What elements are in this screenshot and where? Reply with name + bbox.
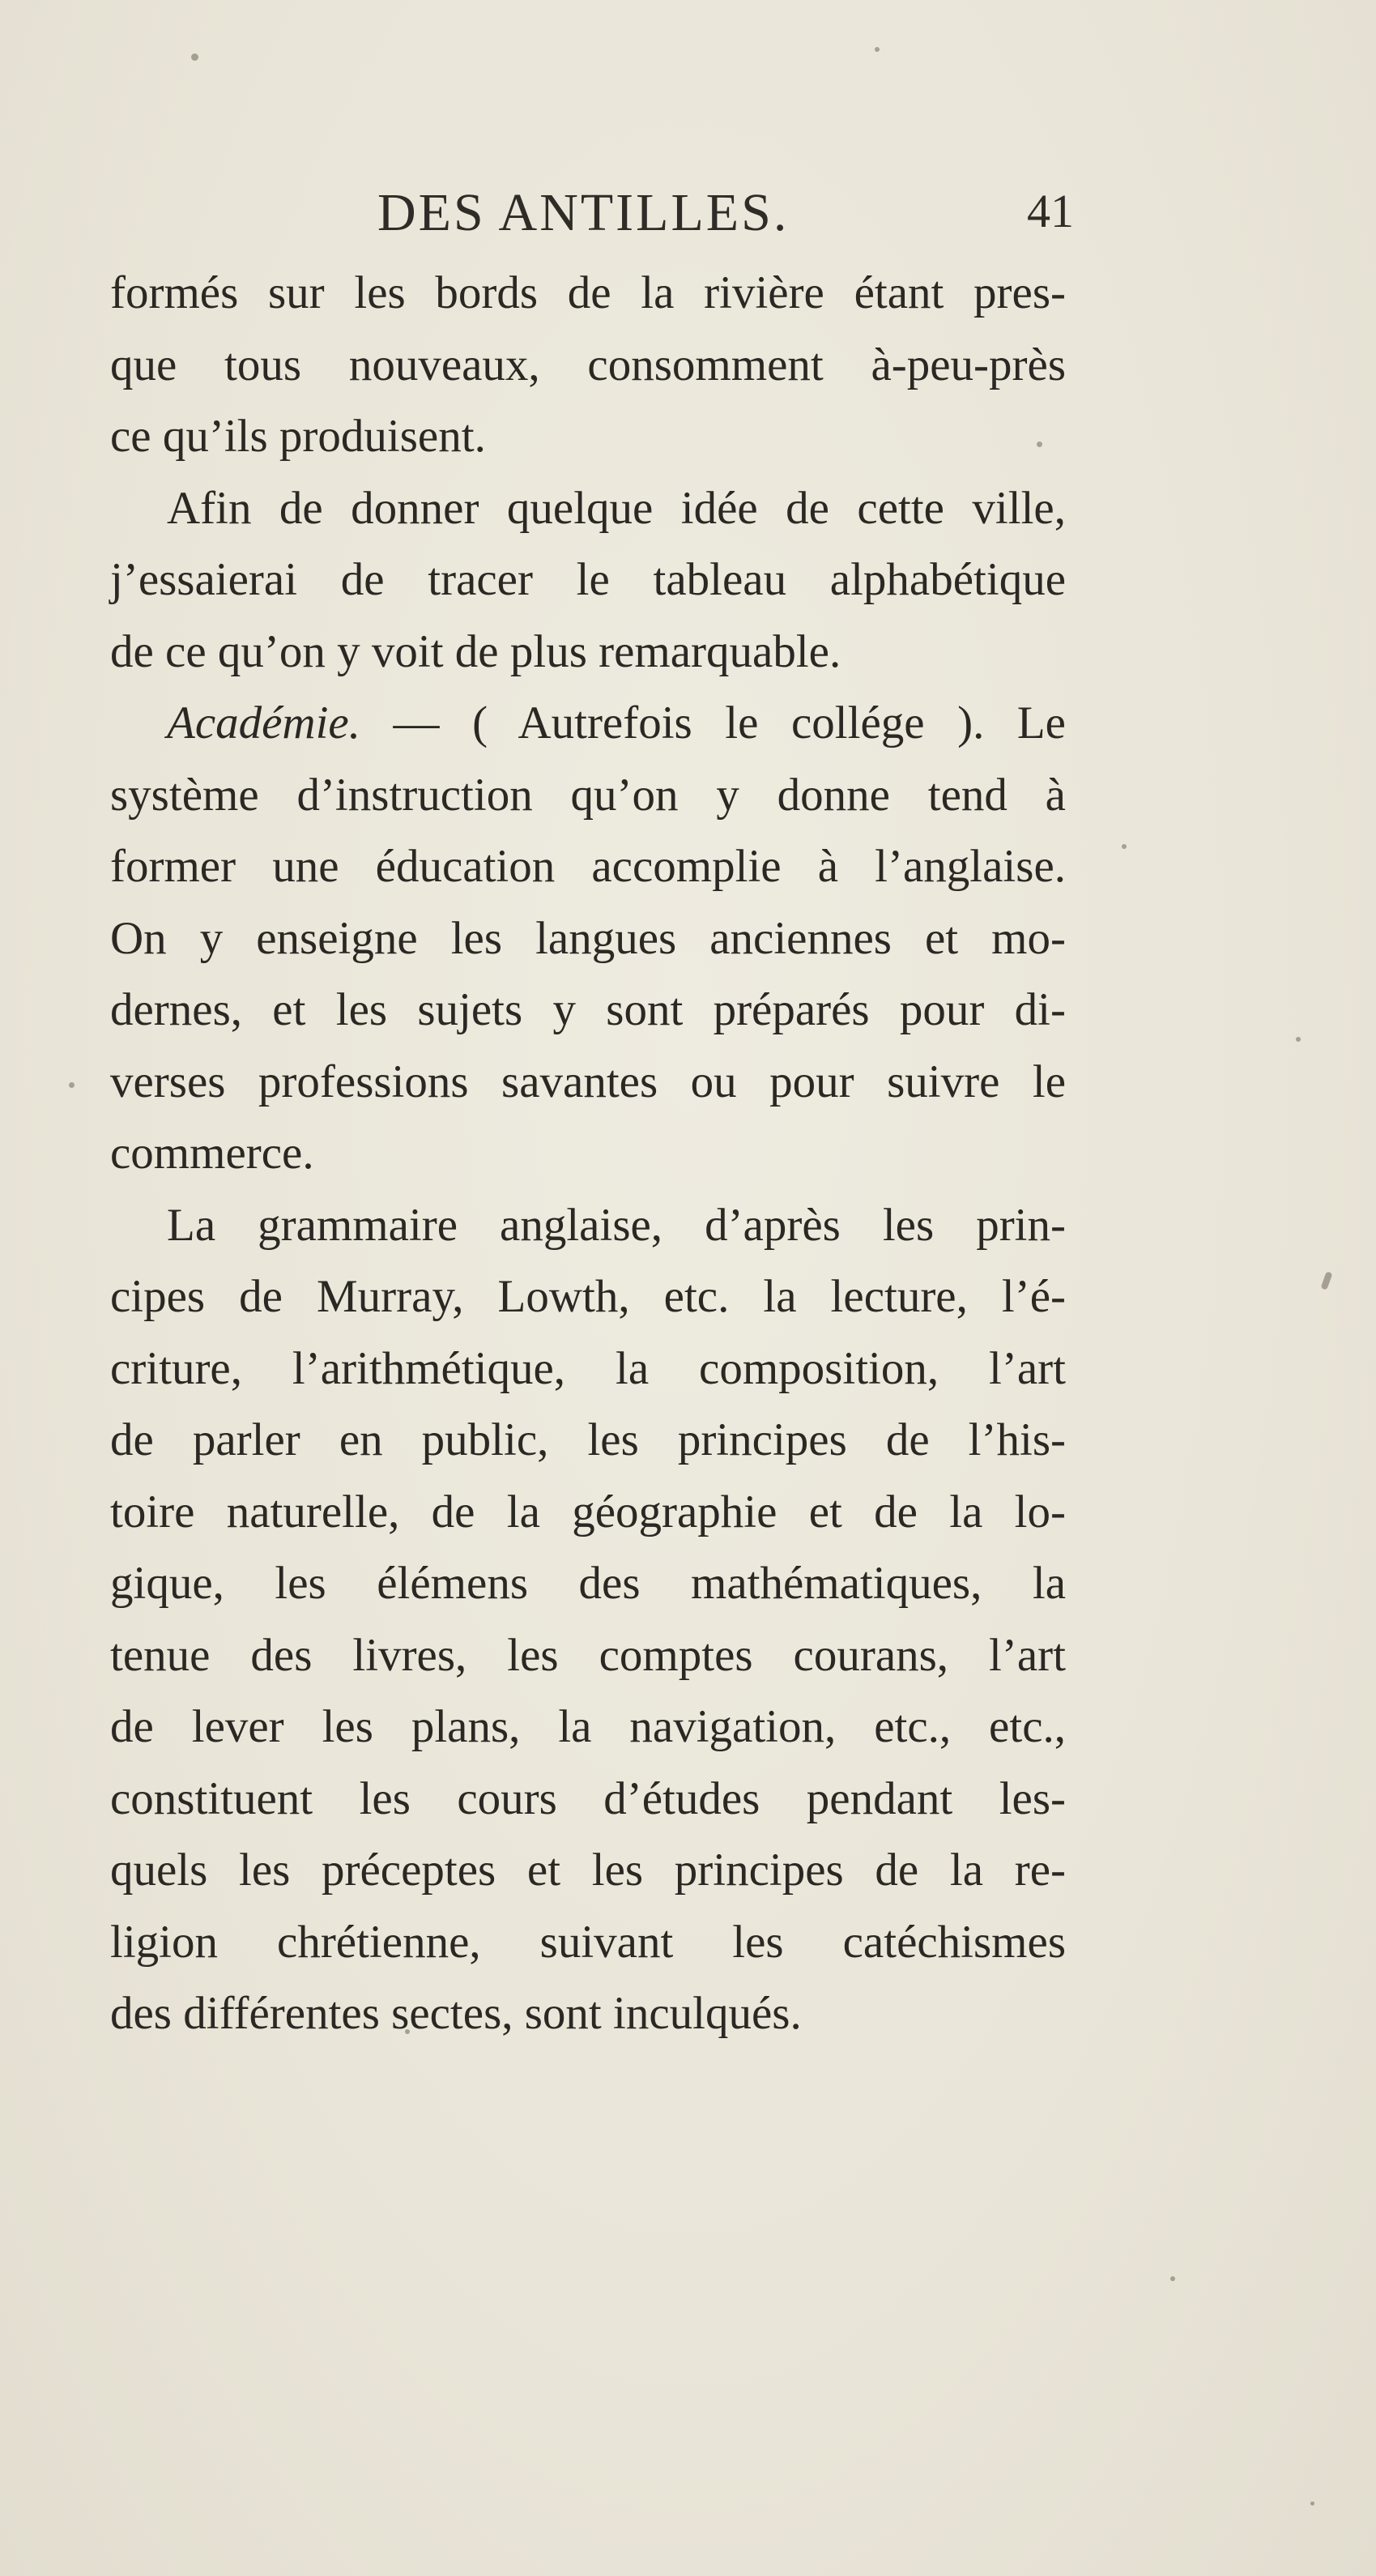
text-line: de ce qu’on y voit de plus remarquable.	[110, 625, 841, 677]
paper-speck	[1310, 2501, 1314, 2506]
text-line: de lever les plans, la navigation, etc., etc.,	[110, 1701, 1066, 1752]
page-header	[110, 182, 1074, 255]
text-line: formés sur les bords de la rivière étant pres-	[110, 267, 1066, 318]
text-line: j’essaierai de tracer le tableau alphabétique	[110, 554, 1066, 605]
text-line: système d’instruction qu’on y donne tend à	[110, 769, 1066, 821]
text-line-academie	[110, 688, 1066, 760]
academie-term: Académie.	[167, 697, 360, 748]
text-line: criture, l’arithmétique, la composition, l’art	[110, 1342, 1066, 1394]
paper-speck	[875, 47, 880, 52]
running-title: DES ANTILLES.	[377, 183, 790, 242]
text-line: La grammaire anglaise, d’après les prin-	[167, 1199, 1066, 1251]
academie-rest: — ( Autrefois le collége ). Le	[360, 697, 1066, 748]
text-line: ligion chrétienne, suivant les catéchismes	[110, 1916, 1066, 1968]
body-text	[110, 258, 1066, 2050]
text-line: cipes de Murray, Lowth, etc. la lecture, l’é-	[110, 1271, 1066, 1322]
paper-speck	[1320, 1271, 1332, 1290]
text-line: dernes, et les sujets y sont préparés pour di-	[110, 984, 1066, 1035]
text-line: quels les préceptes et les principes de la re-	[110, 1845, 1066, 1896]
text-line: gique, les élémens des mathématiques, la	[110, 1558, 1066, 1609]
text-line: constituent les cours d’études pendant les-	[110, 1772, 1066, 1824]
paper-speck	[1170, 2276, 1175, 2281]
text-line: Afin de donner quelque idée de cette ville,	[167, 482, 1066, 534]
paper-speck	[1296, 1037, 1301, 1042]
text-line: tenue des livres, les comptes courans, l’art	[110, 1629, 1066, 1681]
paper-speck	[1122, 844, 1127, 849]
text-line: ce qu’ils produisent.	[110, 411, 486, 462]
text-line: des différentes sectes, sont inculqués.	[110, 1988, 802, 2039]
paper-speck	[69, 1082, 75, 1088]
text-line: toire naturelle, de la géographie et de la lo-	[110, 1486, 1066, 1537]
text-line: de parler en public, les principes de l’his-	[110, 1414, 1066, 1465]
text-line: former une éducation accomplie à l’anglaise.	[110, 841, 1066, 892]
page-number: 41	[1027, 185, 1074, 237]
paper-speck	[191, 53, 198, 61]
text-line: que tous nouveaux, consomment à-peu-près	[110, 339, 1066, 390]
text-line: verses professions savantes ou pour suivre le	[110, 1056, 1066, 1107]
text-line: On y enseigne les langues anciennes et mo-	[110, 912, 1066, 964]
text-line: commerce.	[110, 1128, 314, 1179]
